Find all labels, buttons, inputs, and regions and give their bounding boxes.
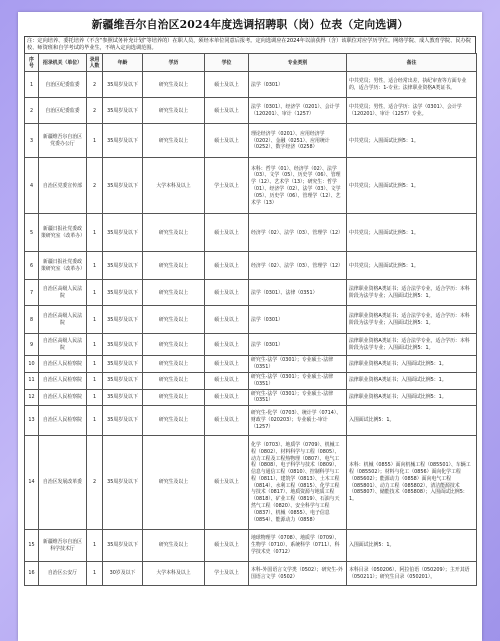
cell-education: 研究生及以上 — [143, 72, 205, 98]
cell-degree: 硕士及以上 — [205, 406, 249, 436]
cell-hires: 1 — [87, 252, 103, 280]
cell-remarks: 法律职业资格A类证书；入围面试比例5：1。 — [347, 356, 477, 373]
table-body — [25, 72, 477, 586]
cell-index: 16 — [25, 562, 39, 586]
table-row — [25, 373, 477, 390]
cell-remarks: 法律职业资格A类证书；适合法学专业，适合学历：本科阶段为法学专业；入围面试比例5：1。 — [347, 334, 477, 356]
cell-education: 研究生及以上 — [143, 334, 205, 356]
cell-degree: 硕士及以上 — [205, 436, 249, 530]
cell-index: 9 — [25, 334, 39, 356]
cell-major: 经济学（02）、法学（03）、管理学（12） — [249, 252, 347, 280]
cell-index: 11 — [25, 373, 39, 390]
cell-index: 13 — [25, 406, 39, 436]
cell-remarks: 中共党员；男性，适合学历：法学（0301）、会计学（120201）、审计（1257）专业。 — [347, 98, 477, 124]
cell-remarks: 入围面试比例5：1。 — [347, 406, 477, 436]
cell-remarks: 法律职业资格A类证书；适合法学专业，适合学历：本科阶段为法学专业；入围面试比例5：1。 — [347, 280, 477, 306]
cell-index: 6 — [25, 252, 39, 280]
table-row — [25, 252, 477, 280]
table-row — [25, 436, 477, 530]
cell-degree: 硕士及以上 — [205, 334, 249, 356]
cell-index: 15 — [25, 530, 39, 562]
cell-major: 研究生-法学（0301）；专业硕士-法律（0351） — [249, 373, 347, 390]
cell-hires: 2 — [87, 436, 103, 530]
cell-hires: 1 — [87, 306, 103, 334]
cell-hires: 1 — [87, 373, 103, 390]
cell-degree: 硕士及以上 — [205, 280, 249, 306]
cell-major: 经济学（02）、法学（03）、管理学（12） — [249, 214, 347, 252]
cell-age: 35周岁及以下 — [103, 158, 143, 214]
cell-major: 研究生-法学（0301）；专业硕士-法律（0351） — [249, 389, 347, 406]
cell-employer: 自治区发展改革委 — [39, 436, 87, 530]
table-row — [25, 406, 477, 436]
cell-remarks: 中共党员；入围面试比例5：1。 — [347, 158, 477, 214]
cell-index: 12 — [25, 389, 39, 406]
cell-index: 1 — [25, 72, 39, 98]
cell-education: 研究生及以上 — [143, 406, 205, 436]
cell-major: 法学（0301）、法律（0351） — [249, 280, 347, 306]
cell-major: 法学（0301） — [249, 72, 347, 98]
cell-employer: 自治区人民检察院 — [39, 356, 87, 373]
cell-degree: 硕士及以上 — [205, 124, 249, 158]
cell-employer: 自治区高级人民法院 — [39, 306, 87, 334]
cell-index: 10 — [25, 356, 39, 373]
cell-degree: 硕士及以上 — [205, 530, 249, 562]
cell-employer: 自治区高级人民法院 — [39, 280, 87, 306]
cell-hires: 1 — [87, 389, 103, 406]
table-row — [25, 562, 477, 586]
cell-index: 3 — [25, 124, 39, 158]
cell-age: 35周岁及以下 — [103, 334, 143, 356]
header-major: 专业类别 — [249, 54, 347, 72]
cell-degree: 学士及以上 — [205, 158, 249, 214]
document-sheet — [18, 12, 482, 641]
cell-major: 化学（0703）、地质学（0709）、机械工程（0802）、材料科学与工程（0805）、动力工程及工程热物理（0807）、电气工程（0808）、电子科学与技术（0809）、信息与通信工程（0810）、控制科学与工程（0811）、建筑学（0813）、土木工程（0814）、水利工程（0815）、化学工程与技术（0817）、地质资源与地质工程（0818）、矿业工程（0819）、石油与天然气工程（0820）、安全科学与工程（0837）、机械（0855）、电子信息（0854）、能源动力（0858） — [249, 436, 347, 530]
cell-education: 研究生及以上 — [143, 389, 205, 406]
cell-remarks: 中共党员；入围面试比例5：1。 — [347, 214, 477, 252]
cell-major: 研究生-化学（0703）、统计学（0714）、财政学（020203）；专业硕士-审计（1257） — [249, 406, 347, 436]
cell-major: 法学（0301）、经济学（0201）、会计学（120201）、审计（1257） — [249, 98, 347, 124]
cell-age: 35周岁及以下 — [103, 280, 143, 306]
cell-remarks: 本科目录（050206）、阿拉伯语（050209）；主开其语（050211）；研究生目录（050201）。 — [347, 562, 477, 586]
cell-employer: 自治区人民检察院 — [39, 406, 87, 436]
cell-major: 法学（0301） — [249, 334, 347, 356]
cell-education: 大学本科及以上 — [143, 158, 205, 214]
cell-age: 35周岁及以下 — [103, 124, 143, 158]
cell-hires: 2 — [87, 98, 103, 124]
cell-degree: 硕士及以上 — [205, 306, 249, 334]
cell-remarks: 入围面试比例5：1。 — [347, 530, 477, 562]
cell-degree: 硕士及以上 — [205, 356, 249, 373]
cell-major: 本科-外国语言文学类（0502）；研究生-外国语言文学（0502） — [249, 562, 347, 586]
cell-employer: 新疆维吾尔自治区科学技术厅 — [39, 530, 87, 562]
positions-table — [24, 53, 477, 586]
cell-degree: 硕士及以上 — [205, 214, 249, 252]
cell-hires: 1 — [87, 562, 103, 586]
cell-major: 法学（0301） — [249, 306, 347, 334]
header-degree: 学位 — [205, 54, 249, 72]
table-row — [25, 124, 477, 158]
cell-index: 4 — [25, 158, 39, 214]
cell-education: 研究生及以上 — [143, 373, 205, 390]
document-title: 新疆维吾尔自治区2024年度选调招聘职（岗）位表（定向选调） — [91, 18, 409, 31]
cell-education: 研究生及以上 — [143, 306, 205, 334]
cell-hires: 1 — [87, 406, 103, 436]
cell-degree: 硕士及以上 — [205, 98, 249, 124]
cell-remarks: 法律职业资格A类证书；适合法学专业，适合学历：本科阶段为法学专业；入围面试比例5：1。 — [347, 306, 477, 334]
cell-hires: 1 — [87, 356, 103, 373]
table-row — [25, 214, 477, 252]
cell-major: 理论经济学（0201）、应用经济学（0202）、金融（0251）、应用统计（0252）、数字经济（0258） — [249, 124, 347, 158]
cell-major: 地球物理学（0708）、地质学（0709）、生物学（0710）、系统科学（0711）、科学技术史（0712） — [249, 530, 347, 562]
cell-degree: 硕士及以上 — [205, 252, 249, 280]
cell-age: 30岁及以下 — [103, 562, 143, 586]
cell-major: 本科：哲学（01）、经济学（02）、法学（03）、文学（05）、历史学（06）、管理学（12）、艺术学（13）；研究生：哲学（01）、经济学（02）、法学（03）、文学（05）、历史学（06）、管理学（12）、艺术学（13） — [249, 158, 347, 214]
cell-hires: 2 — [87, 72, 103, 98]
cell-employer: 自治区党委宣传部 — [39, 158, 87, 214]
cell-age: 35周岁及以下 — [103, 356, 143, 373]
cell-education: 研究生及以上 — [143, 530, 205, 562]
header-education: 学历 — [143, 54, 205, 72]
cell-degree: 硕士及以上 — [205, 389, 249, 406]
table-row — [25, 530, 477, 562]
cell-employer: 新疆日报社党委政策研究室（改革办） — [39, 214, 87, 252]
cell-age: 35周岁及以下 — [103, 98, 143, 124]
cell-education: 研究生及以上 — [143, 436, 205, 530]
cell-hires: 1 — [87, 334, 103, 356]
document-note: 注：定向培养、委托培养（不含“参照试务补充计划”等培养的）在职人员，须经本单位同意后报考。定向选调应在2024年以前获得（含）该职位对应学历学位。网络学院、成人教育学院、民办院校、师资班和自学考试的毕业生，不纳入定向选调范围。 — [24, 36, 476, 53]
cell-age: 35周岁及以下 — [103, 436, 143, 530]
table-row — [25, 334, 477, 356]
cell-age: 35周岁及以下 — [103, 530, 143, 562]
header-age: 年龄 — [103, 54, 143, 72]
cell-employer: 自治区纪委监委 — [39, 72, 87, 98]
cell-age: 35周岁及以下 — [103, 252, 143, 280]
cell-employer: 自治区人民检察院 — [39, 373, 87, 390]
cell-education: 研究生及以上 — [143, 124, 205, 158]
cell-age: 35周岁及以下 — [103, 72, 143, 98]
table-row — [25, 356, 477, 373]
cell-remarks: 本科：机械（0855）面向机械工程（085501）、车辆工程（085502）；材料与化工（0856）面向化学工程（085602）；能源动力（0858）面向电气工程（085801）、动力工程（085802）、清洁能源技术（085807）、储能技术（085808）；入围面试比例5：1。 — [347, 436, 477, 530]
cell-age: 35周岁及以下 — [103, 406, 143, 436]
cell-employer: 新疆日报社党委政策研究室（改革办） — [39, 252, 87, 280]
cell-major: 研究生-法学（0301）；专业硕士-法律（0351） — [249, 356, 347, 373]
cell-age: 35周岁及以下 — [103, 373, 143, 390]
cell-hires: 1 — [87, 280, 103, 306]
cell-remarks: 中共党员；入围面试比例5：1。 — [347, 124, 477, 158]
cell-education: 研究生及以上 — [143, 214, 205, 252]
cell-education: 研究生及以上 — [143, 356, 205, 373]
cell-remarks: 法律职业资格A类证书；入围面试比例5：1。 — [347, 389, 477, 406]
table-row — [25, 280, 477, 306]
table-row — [25, 306, 477, 334]
header-remarks: 备注 — [347, 54, 477, 72]
cell-employer: 自治区纪委监委 — [39, 98, 87, 124]
cell-hires: 2 — [87, 158, 103, 214]
table-row — [25, 389, 477, 406]
cell-education: 研究生及以上 — [143, 252, 205, 280]
cell-hires: 1 — [87, 530, 103, 562]
cell-employer: 自治区高级人民法院 — [39, 334, 87, 356]
cell-index: 5 — [25, 214, 39, 252]
cell-degree: 硕士及以上 — [205, 72, 249, 98]
cell-education: 研究生及以上 — [143, 98, 205, 124]
cell-remarks: 中共党员；入围面试比例5：1。 — [347, 252, 477, 280]
header-hires: 录用人数 — [87, 54, 103, 72]
cell-education: 大学本科及以上 — [143, 562, 205, 586]
table-row — [25, 72, 477, 98]
table-header-row — [25, 54, 477, 72]
cell-hires: 1 — [87, 124, 103, 158]
cell-age: 35周岁及以下 — [103, 214, 143, 252]
cell-age: 35周岁及以下 — [103, 306, 143, 334]
cell-employer: 新疆维吾尔自治区党委办公厅 — [39, 124, 87, 158]
cell-index: 2 — [25, 98, 39, 124]
cell-degree: 学士及以上 — [205, 562, 249, 586]
table-row — [25, 98, 477, 124]
cell-remarks: 法律职业资格A类证书；入围面试比例5：1。 — [347, 373, 477, 390]
cell-hires: 1 — [87, 214, 103, 252]
cell-index: 14 — [25, 436, 39, 530]
cell-index: 8 — [25, 306, 39, 334]
table-row — [25, 158, 477, 214]
cell-age: 35周岁及以下 — [103, 389, 143, 406]
cell-employer: 自治区人民检察院 — [39, 389, 87, 406]
header-index: 序号 — [25, 54, 39, 72]
header-employer: 招录机关（单位） — [39, 54, 87, 72]
cell-education: 研究生及以上 — [143, 280, 205, 306]
cell-degree: 硕士及以上 — [205, 373, 249, 390]
cell-index: 7 — [25, 280, 39, 306]
cell-employer: 自治区公安厅 — [39, 562, 87, 586]
cell-remarks: 中共党员；男性，适合经常出差，执纪审查等方面专业的，适合学历：1-专业；法律职业资格A类证书。 — [347, 72, 477, 98]
